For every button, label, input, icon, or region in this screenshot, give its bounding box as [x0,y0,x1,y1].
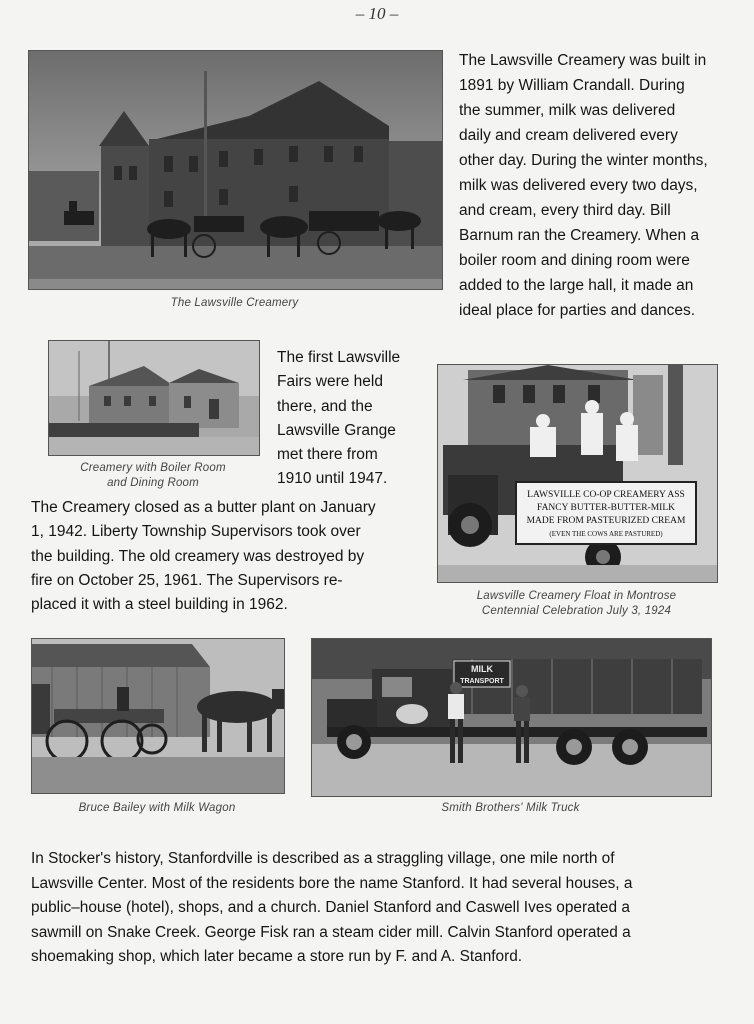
caption-line: Centennial Celebration July 3, 1924 [481,605,672,617]
truck-sign-line: MILK [471,664,493,674]
text-line: In Stocker's history, Stanfordville is described as a straggling village, one mile north of [31,850,615,867]
stanfordville-text [31,847,731,970]
text-line: placed it with a steel building in 1962. [31,596,288,614]
float-banner-line: FANCY BUTTER-BUTTER-MILK [536,503,676,513]
text-line: the summer, milk was delivered [459,102,676,119]
float-banner-line: MADE FROM PASTEURIZED CREAM [526,516,686,526]
milk-truck-photo [311,638,712,797]
text-line: and cream, every third day. Bill [459,202,671,219]
text-line: fire on October 25, 1961. The Supervisors re- [31,571,343,589]
text-line: The Lawsville Creamery was built in [459,52,707,69]
text-line: the building. The old creamery was destroyed by [31,547,365,565]
closure-text [31,496,431,617]
caption-line: Lawsville Creamery Float in Montrose [476,590,677,602]
text-line: ideal place for parties and dances. [459,302,696,319]
milk-wagon-caption: Bruce Bailey with Milk Wagon [78,802,236,814]
text-line: Lawsville Grange [277,421,396,439]
boiler-room-photo [48,340,260,456]
text-line: shoemaking shop, which later became a store run by F. and A. Stanford. [31,948,523,966]
milk-truck-caption: Smith Brothers' Milk Truck [441,802,580,814]
text-line: The first Lawsville [277,349,401,366]
text-line: milk was delivered every two days, [459,177,698,194]
fairs-text [277,346,427,492]
text-line: added to the large hall, it made an [459,277,694,294]
text-line: sawmill on Snake Creek. George Fisk ran a steam cider mill. Calvin Stanford operated a [31,923,631,941]
text-line: boiler room and dining room were [459,252,690,269]
text-line: 1891 by William Crandall. During [459,77,685,94]
text-line: The Creamery closed as a butter plant on January [31,499,376,516]
text-line: met there from [277,446,378,464]
caption-line: and Dining Room [107,477,199,489]
creamery-history-text [459,48,751,323]
boiler-room-caption [48,461,258,491]
creamery-caption: The Lawsville Creamery [170,297,299,309]
text-line: there, and the [277,397,373,415]
creamery-photo [28,50,443,290]
text-line: public–house (hotel), shops, and a church. Daniel Stanford and Caswell Ives operated a [31,899,630,917]
truck-sign-line: TRANSPORT [460,678,504,685]
text-line: Fairs were held [277,373,383,391]
text-line: other day. During the winter months, [459,152,708,169]
float-photo [437,364,718,583]
float-banner-line: LAWSVILLE CO-OP CREAMERY ASS [527,490,685,500]
text-line: Lawsville Center. Most of the residents bore the name Stanford. It had several houses, a [31,874,633,892]
page-number: – 10 – [355,4,399,23]
text-line: daily and cream delivered every [459,127,678,144]
text-line: Barnum ran the Creamery. When a [459,227,700,244]
milk-wagon-photo [31,638,285,794]
float-caption [437,589,716,619]
text-line: 1, 1942. Liberty Township Supervisors took over [31,523,361,541]
text-line: 1910 until 1947. [277,470,388,488]
float-banner-line: (EVEN THE COWS ARE PASTURED) [549,530,663,538]
caption-line: Creamery with Boiler Room [80,462,226,474]
